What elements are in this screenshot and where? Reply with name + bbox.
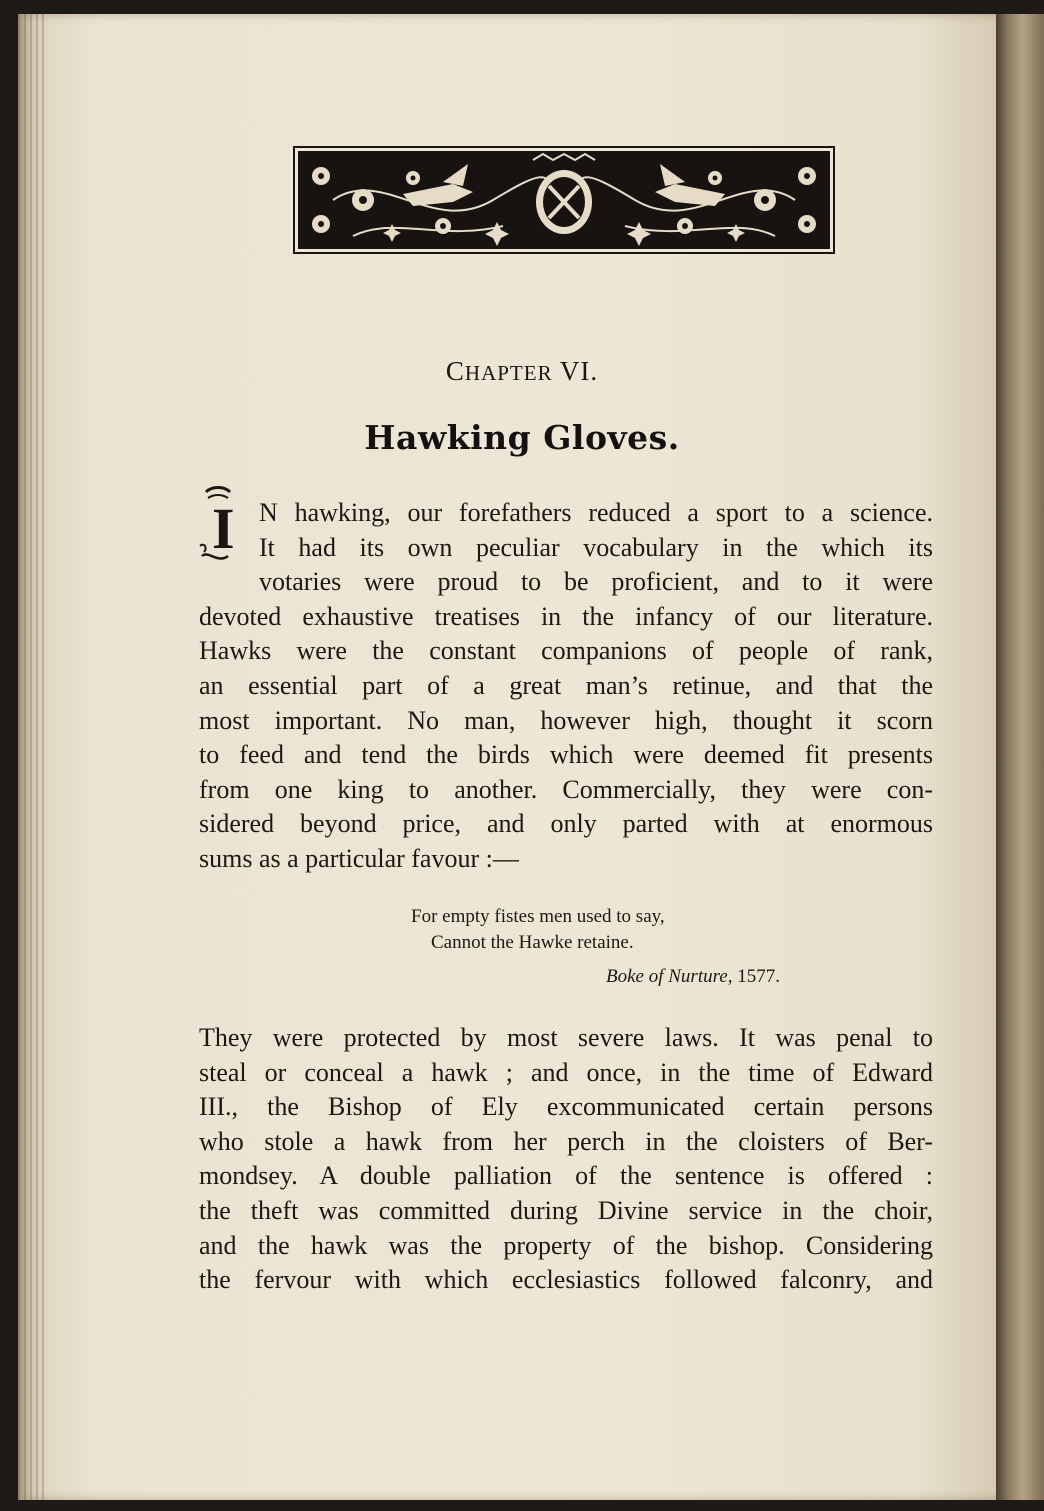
paragraph-1 — [199, 496, 933, 877]
verse-line-1: For empty fistes men used to say, — [411, 906, 665, 927]
text-line: N hawking, our forefathers reduced a sport to a science. — [259, 498, 933, 527]
chapter-label-rest: HAPTER — [464, 361, 553, 385]
verse-source-year: , 1577. — [727, 966, 780, 987]
text-line: mondsey. A double palliation of the sentence is offered : — [199, 1161, 933, 1191]
chapter-title: Hawking Gloves. — [364, 418, 680, 457]
text-line: the fervour with which ecclesiastics followed falconry, and — [199, 1265, 933, 1295]
text-line: who stole a hawk from her perch in the cloisters of Ber- — [199, 1126, 933, 1156]
text-line: sidered beyond price, and only parted with at enormous — [199, 809, 933, 839]
verse-source-title: Boke of Nurture — [606, 966, 728, 987]
verse-line-2: Cannot the Hawke retaine. — [431, 932, 634, 953]
chapter-number: VI. — [559, 356, 599, 386]
text-line: They were protected by most severe laws. It was penal to — [199, 1023, 933, 1052]
text-line: steal or conceal a hawk ; and once, in the time of Edward — [199, 1057, 933, 1087]
text-line: sums as a particular favour :— — [199, 843, 519, 873]
chapter-label-first: C — [445, 356, 465, 386]
ornamental-headpiece — [293, 146, 835, 254]
next-page-edge — [996, 14, 1044, 1500]
binding-gutter — [18, 14, 48, 1500]
dropcap-letter: I — [212, 496, 235, 561]
text-line: most important. No man, however high, thought it scorn — [199, 705, 933, 735]
text-line: devoted exhaustive treatises in the infancy of our literature. — [199, 601, 933, 631]
text-line: to feed and tend the birds which were deemed fit presents — [199, 740, 933, 770]
text-line: Hawks were the constant companions of people of rank, — [199, 636, 933, 666]
text-line: III., the Bishop of Ely excommunicated certain persons — [199, 1092, 933, 1122]
text-line: It had its own peculiar vocabulary in the which its — [259, 532, 933, 562]
text-line: an essential part of a great man’s retinue, and that the — [199, 670, 933, 700]
text-line: from one king to another. Commercially, they were con- — [199, 774, 933, 804]
verse-source — [606, 966, 780, 988]
chapter-heading — [0, 356, 1044, 387]
text-line: the theft was committed during Divine service in the choir, — [199, 1195, 933, 1225]
paragraph-2 — [199, 1021, 933, 1298]
text-line: votaries were proud to be proficient, and to it were — [259, 567, 933, 597]
text-line: and the hawk was the property of the bishop. Considering — [199, 1230, 933, 1260]
